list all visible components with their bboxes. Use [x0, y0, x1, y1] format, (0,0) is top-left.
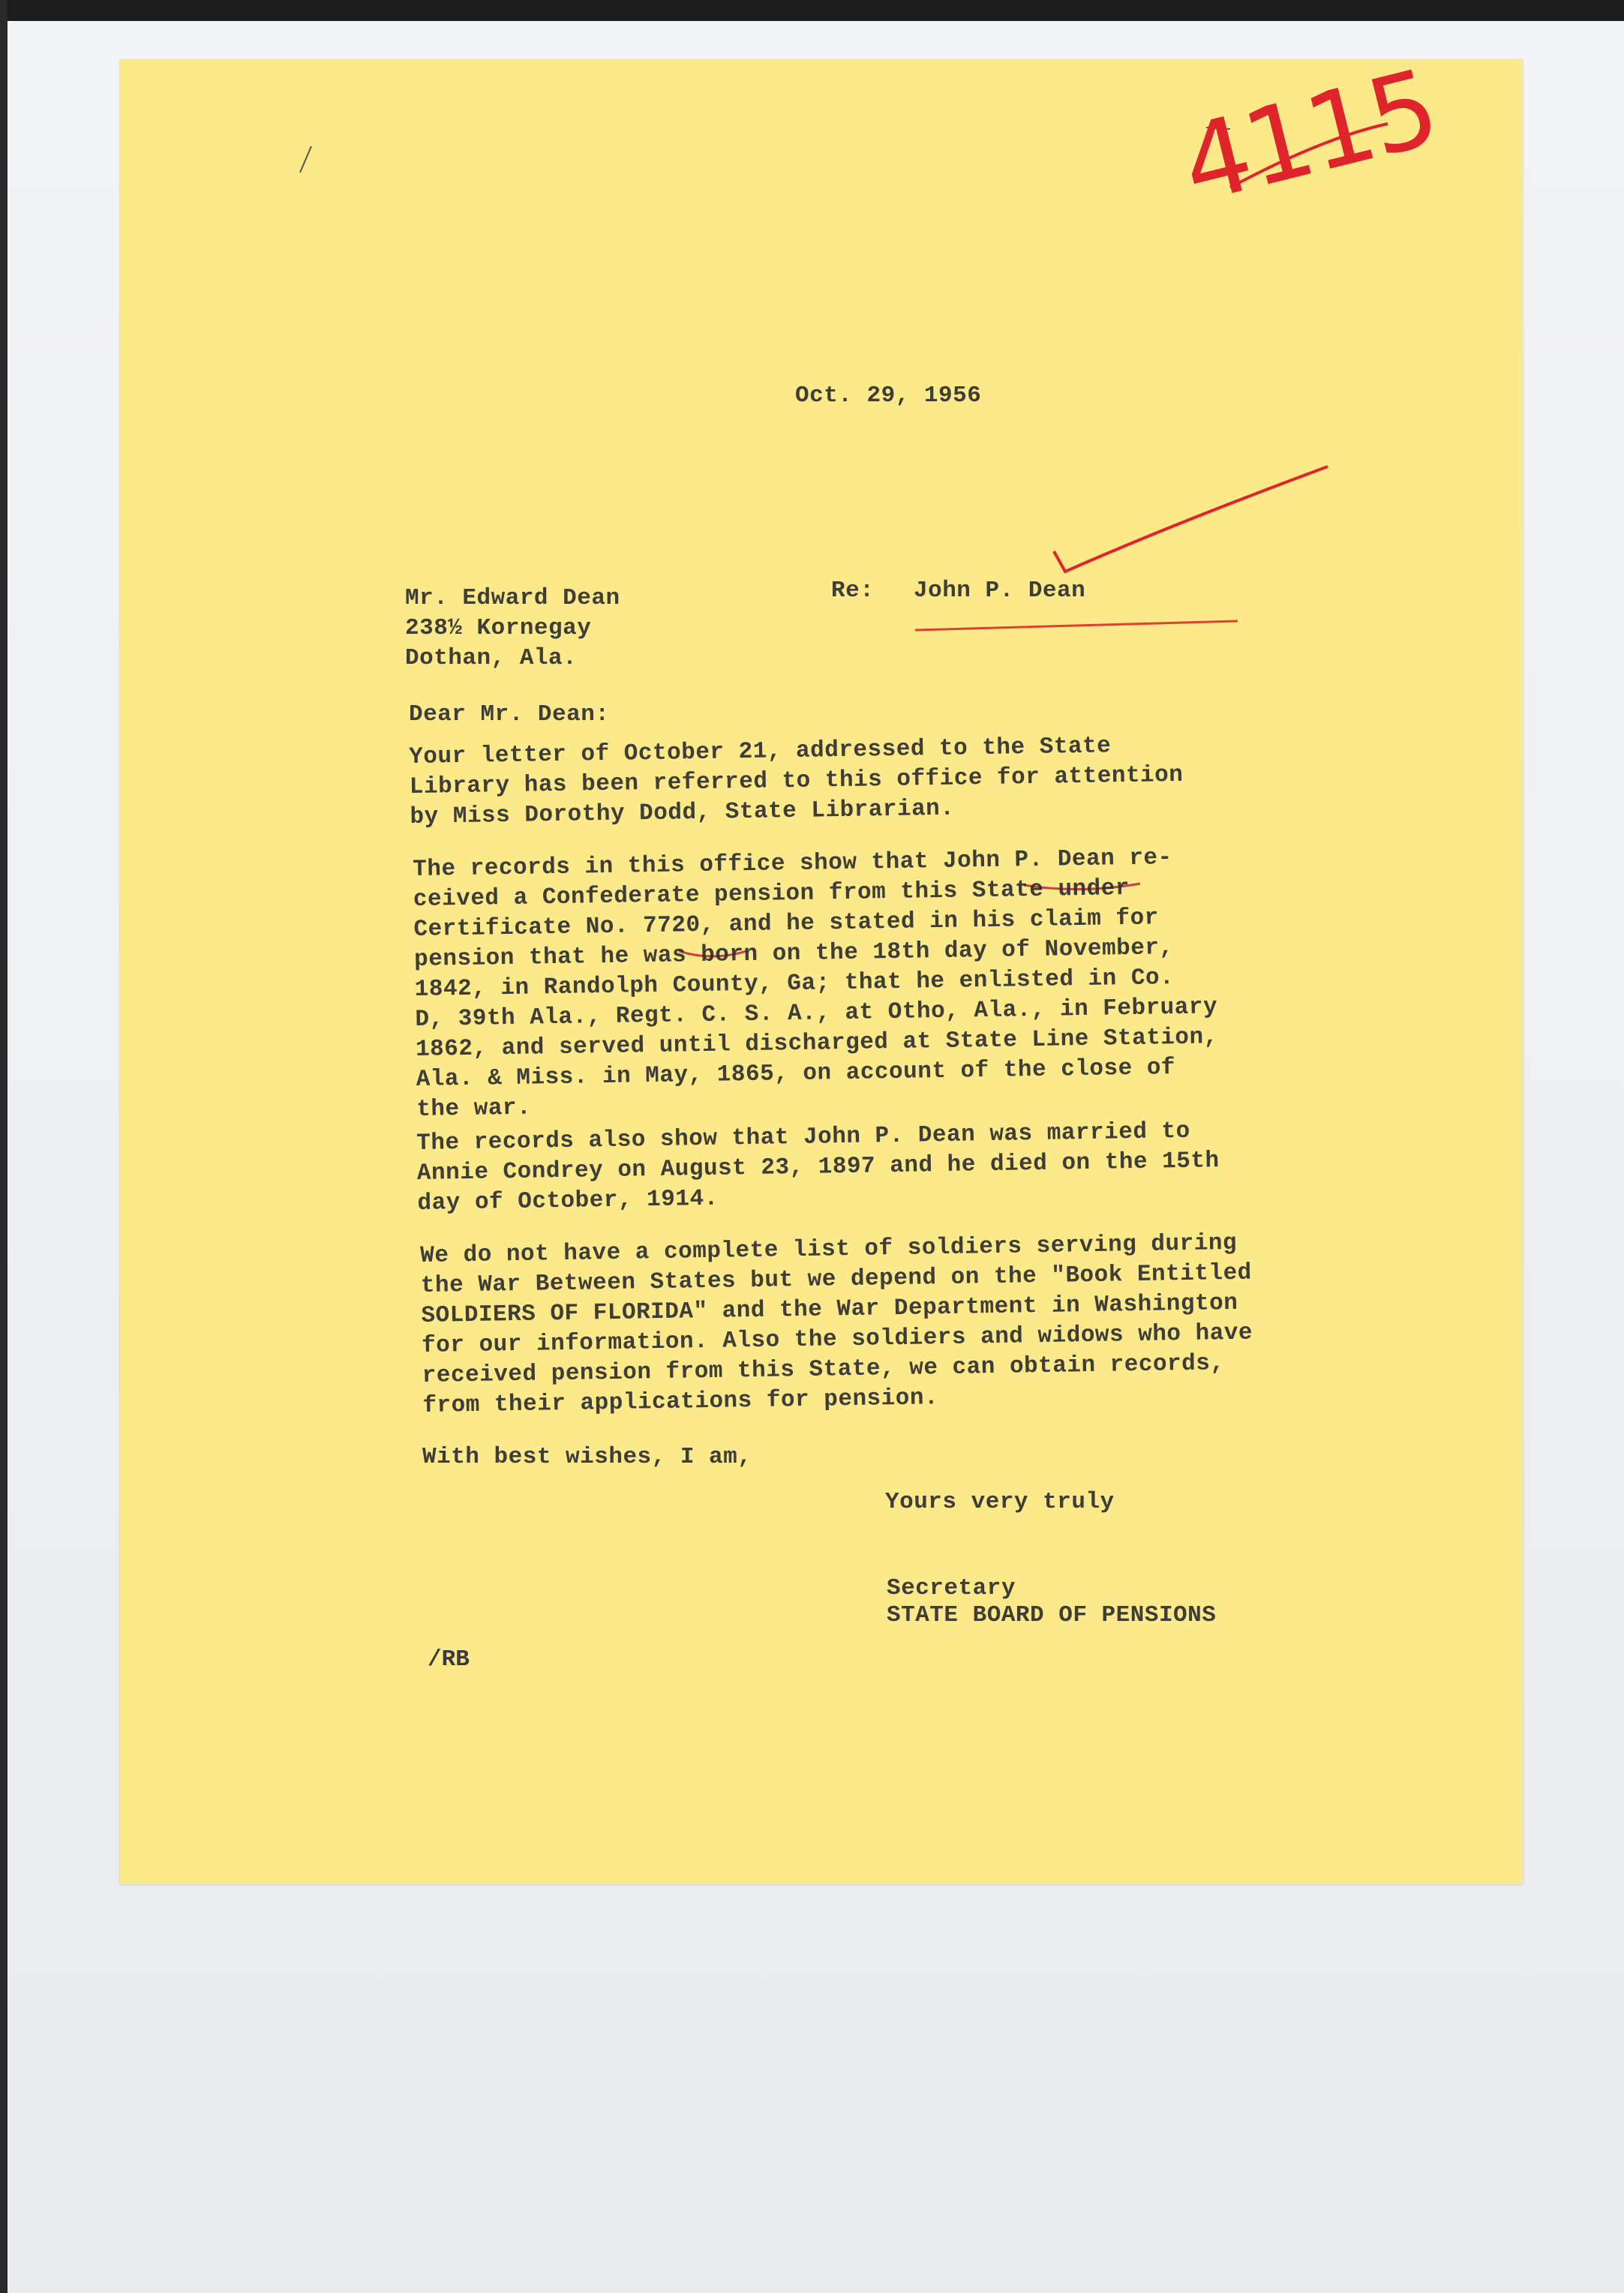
paragraph-3-line: The records also show that John P. Dean was married to	[416, 1118, 1191, 1157]
paragraph-4	[420, 1229, 1254, 1421]
re-underline-stroke	[915, 621, 1238, 630]
paragraph-2-line: pension that he was born on the 18th day of November,	[413, 935, 1174, 973]
file-number-stamp: 4115	[1170, 47, 1448, 228]
signature-title: Secretary	[887, 1575, 1016, 1601]
re-label: Re:	[831, 578, 875, 604]
paragraph-1-line: by Miss Dorothy Dodd, State Librarian.	[410, 795, 955, 830]
letter-date: Oct. 29, 1956	[795, 383, 982, 409]
re-name: John P. Dean	[914, 578, 1086, 604]
paragraph-2-line: D, 39th Ala., Regt. C. S. A., at Otho, Ala., in February	[415, 994, 1218, 1033]
signature-org: STATE BOARD OF PENSIONS	[887, 1602, 1217, 1628]
recipient-street: 238½ Kornegay	[405, 615, 592, 641]
paragraph-2-line: 1842, in Randolph County, Ga; that he enlisted in Co.	[414, 965, 1175, 1003]
closing-line: With best wishes, I am,	[422, 1444, 752, 1470]
paragraph-3-line: Annie Condrey on August 23, 1897 and he died on the 15th	[416, 1148, 1220, 1187]
paragraph-2-line: ceived a Confederate pension from this State under	[413, 875, 1130, 913]
paragraph-1-line: Your letter of October 21, addressed to the State	[409, 733, 1112, 770]
complimentary-close: Yours very truly	[885, 1489, 1115, 1515]
paragraph-4-line: received pension from this State, we can obtain records,	[422, 1350, 1225, 1389]
paragraph-4-line: SOLDIERS OF FLORIDA" and the War Department in Washington	[421, 1289, 1238, 1329]
paragraph-2-line: Ala. & Miss. in May, 1865, on account of the close of	[416, 1055, 1176, 1093]
recipient-name: Mr. Edward Dean	[405, 585, 620, 611]
paragraph-2	[413, 842, 1219, 1125]
paragraph-3	[416, 1116, 1220, 1219]
paragraph-1	[409, 731, 1184, 833]
recipient-city: Dothan, Ala.	[405, 645, 578, 671]
check-mark-stroke	[1054, 467, 1328, 572]
pencil-tick-stroke	[300, 146, 311, 173]
paragraph-2-line: The records in this office show that John P. Dean re-	[413, 845, 1172, 883]
paragraph-1-line: Library has been referred to this office for attention	[409, 761, 1184, 800]
paragraph-4-line: the War Between States but we depend on the "Book Entitled	[420, 1259, 1253, 1299]
paragraph-2-line: 1862, and served until discharged at State Line Station,	[415, 1024, 1219, 1063]
recipient-address	[405, 584, 620, 674]
paragraph-4-line: from their applications for pension.	[422, 1385, 939, 1419]
paragraph-4-line: for our information. Also the soldiers and widows who have	[421, 1319, 1253, 1359]
salutation: Dear Mr. Dean:	[409, 701, 610, 728]
paragraph-4-line: We do not have a complete list of soldiers serving during	[420, 1229, 1238, 1269]
paragraph-2-line: the war.	[416, 1094, 532, 1123]
paragraph-3-line: day of October, 1914.	[417, 1185, 719, 1217]
paragraph-2-line: Certificate No. 7720, and he stated in his claim for	[413, 905, 1160, 943]
typist-initials: /RB	[428, 1646, 470, 1673]
